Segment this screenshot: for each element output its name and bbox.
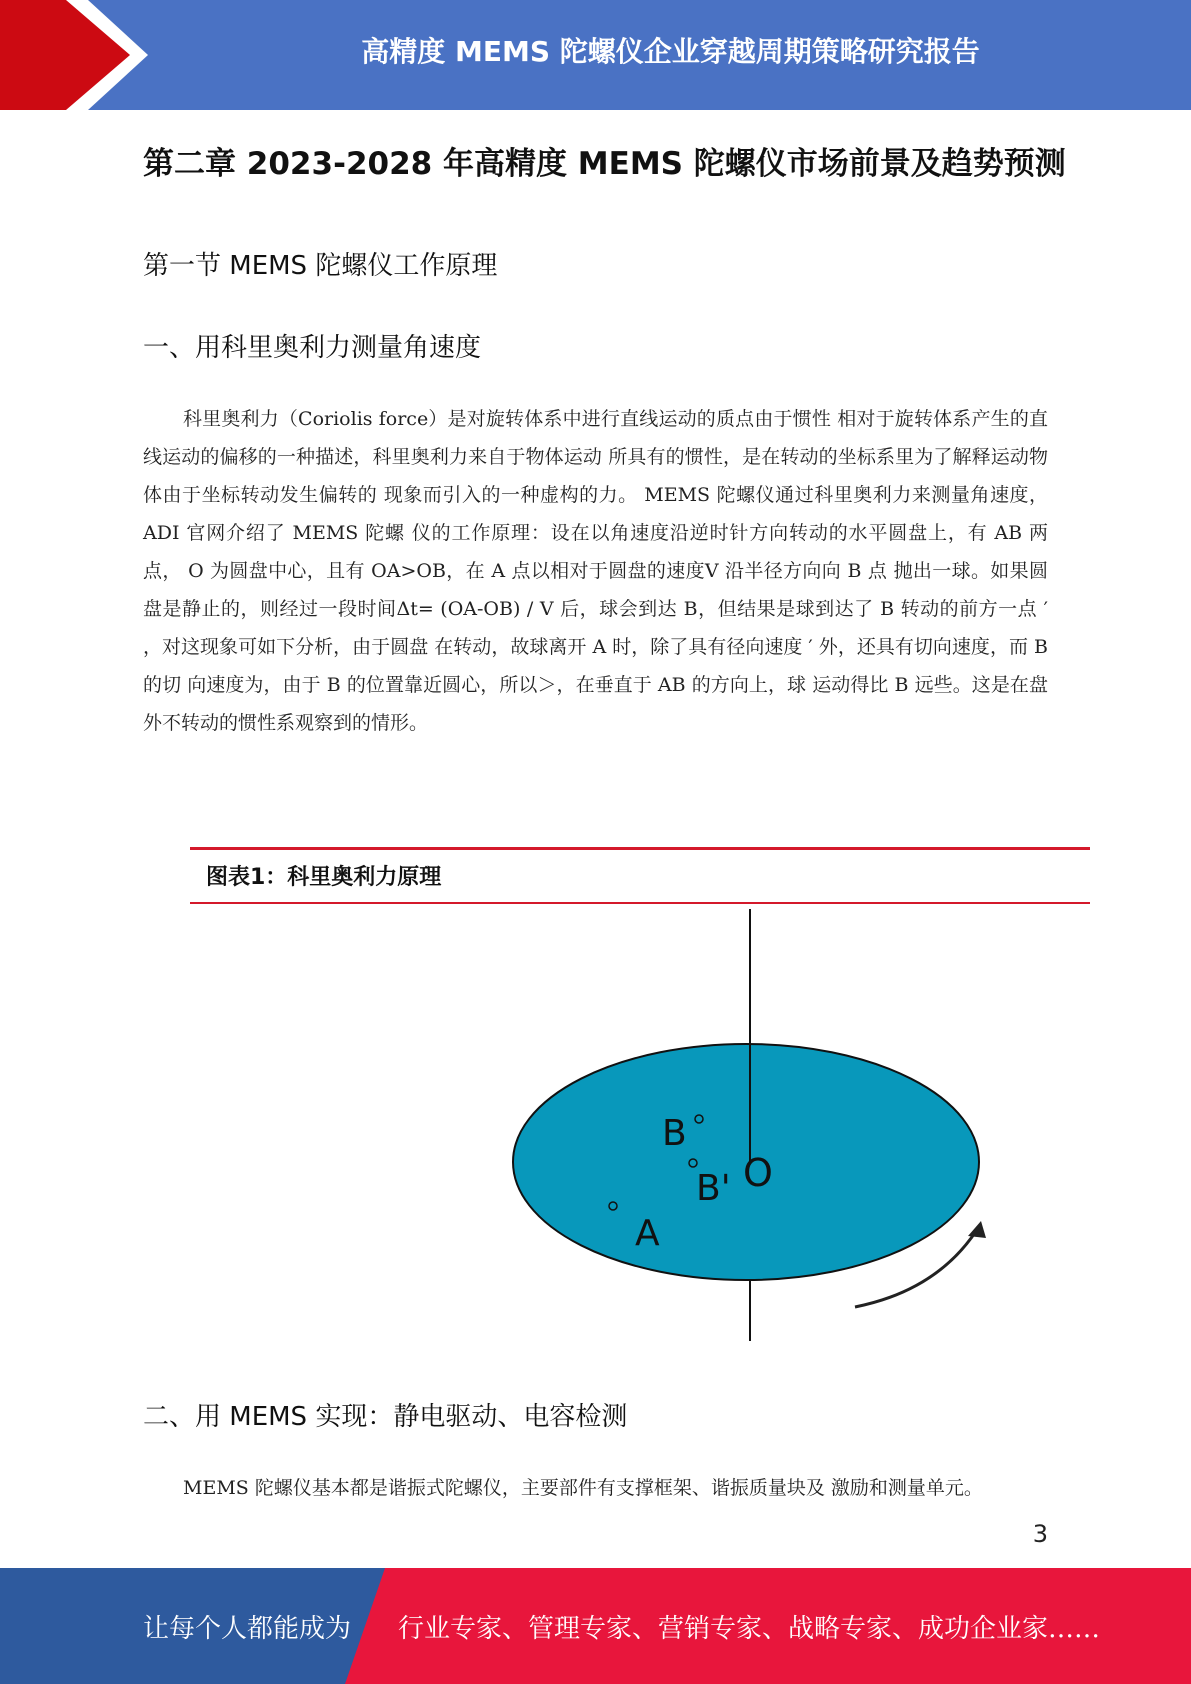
label-b: B bbox=[662, 1113, 687, 1154]
footer-slogan-right: 行业专家、管理专家、营销专家、战略专家、成功企业家…… bbox=[398, 1613, 1101, 1644]
rotation-arrow-head bbox=[968, 1221, 986, 1238]
label-a: A bbox=[635, 1213, 660, 1254]
figure-title: 图表1：科里奥利力原理 bbox=[206, 865, 442, 890]
section-title: 第一节 MEMS 陀螺仪工作原理 bbox=[143, 251, 498, 281]
part2-paragraph: MEMS 陀螺仪基本都是谐振式陀螺仪，主要部件有支撑框架、谐振质量块及 激励和测量单元。 bbox=[183, 1477, 983, 1499]
page-footer bbox=[0, 1568, 1191, 1684]
page-header bbox=[0, 0, 1191, 110]
page-number: 3 bbox=[1032, 1520, 1048, 1548]
label-b-prime: B' bbox=[696, 1168, 731, 1209]
footer-slogan-left: 让每个人都能成为 bbox=[143, 1613, 352, 1644]
figure-caption-bar bbox=[190, 847, 1090, 904]
part2-heading: 二、用 MEMS 实现：静电驱动、电容检测 bbox=[143, 1402, 628, 1432]
header-title: 高精度 MEMS 陀螺仪企业穿越周期策略研究报告 bbox=[361, 35, 980, 68]
part1-heading: 一、用科里奥利力测量角速度 bbox=[143, 333, 482, 363]
label-o: O bbox=[743, 1151, 773, 1195]
coriolis-diagram bbox=[500, 905, 1050, 1345]
part1-paragraph: 科里奥利力（Coriolis force）是对旋转体系中进行直线运动的质点由于惯性 相对于旋转体系产生的直线运动的偏移的一种描述，科里奥利力来自于物体运动 所具有的惯性，是在转动的坐标系里为了解释运动物体由于坐标转动发生偏转的 现象而引入的一种虚构的力。 MEMS 陀螺仪通过科里奥利力来测量角速度，ADI 官网介绍了 MEMS 陀螺 仪的工作原理：设在以角速度沿逆时针方向转动的水平圆盘上，有 AB 两点， O 为圆盘中心，且有 OA>OB，在 A 点以相对于圆盘的速度V 沿半径方向向 B 点 抛出一球。如果圆盘是静止的，则经过一段时间Δt= (OA-OB) / V 后，球会到达 B，但结果是球到达了 B 转动的前方一点 ′ ，对这现象可如下分析，由于圆盘 在转动，故球离开 A 时，除了具有径向速度 ′ 外，还具有切向速度，而 B 的切 向速度为，由于 B 的位置靠近圆心，所以＞，在垂直于 AB 的方向上，球 运动得比 B 远些。这是在盘外不转动的惯性系观察到的情形。 bbox=[143, 408, 1048, 734]
chapter-title: 第二章 2023-2028 年高精度 MEMS 陀螺仪市场前景及趋势预测 bbox=[143, 146, 1066, 182]
